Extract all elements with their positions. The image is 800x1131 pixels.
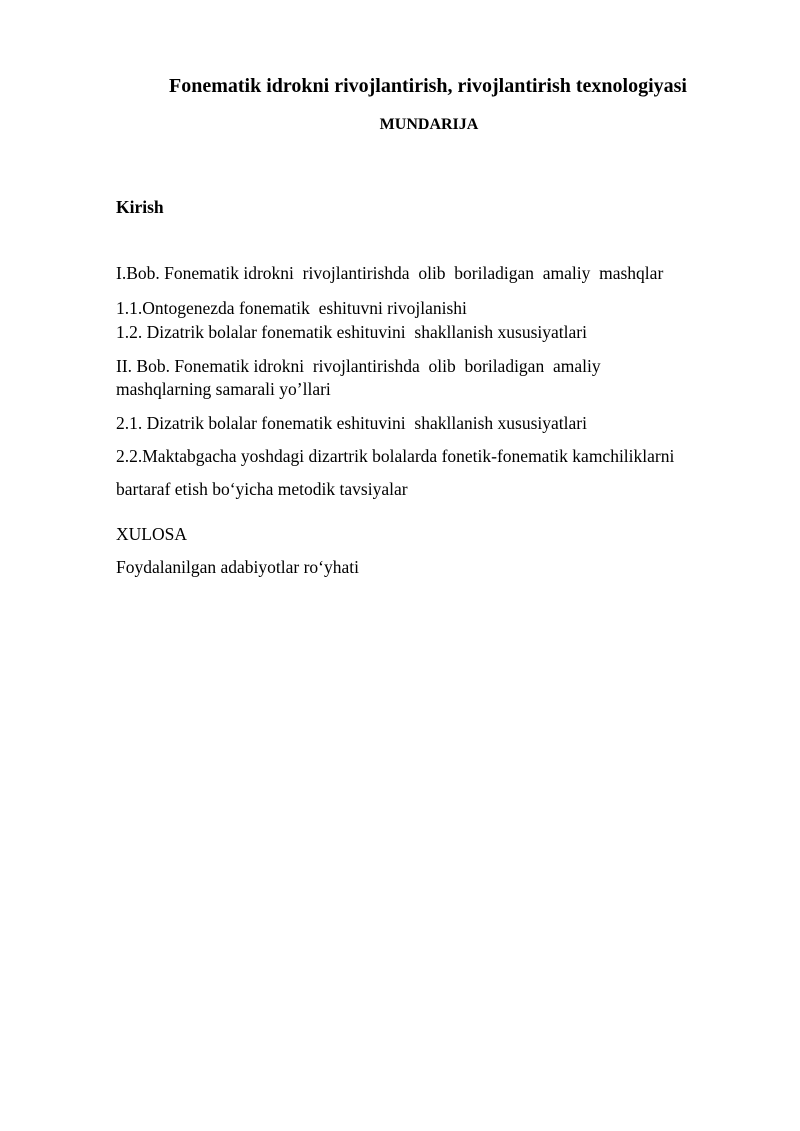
toc-item-2-2-line-1: 2.2.Maktabgacha yoshdagi dizartrik bolalarda fonetik-fonematik kamchiliklarni <box>116 446 675 466</box>
toc-item-1-2: 1.2. Dizatrik bolalar fonematik eshituvini shakllanish xususiyatlari <box>116 322 587 342</box>
toc-heading: MUNDARIJA <box>379 116 479 133</box>
toc-item-2-2-line-2: bartaraf etish bo‘yicha metodik tavsiyalar <box>116 479 408 499</box>
toc-chapter-1: I.Bob. Fonematik idrokni rivojlantirishda olib boriladigan amaliy mashqlar <box>116 263 664 283</box>
toc-chapter-2-line-2: mashqlarning samarali yo’llari <box>116 379 331 399</box>
toc-intro: Kirish <box>116 197 164 217</box>
toc-chapter-2-line-1: II. Bob. Fonematik idrokni rivojlantirishda olib boriladigan amaliy <box>116 356 601 376</box>
document-title: Fonematik idrokni rivojlantirish, rivojlantirish texnologiyasi <box>169 75 687 97</box>
toc-references: Foydalanilgan adabiyotlar ro‘yhati <box>116 557 359 577</box>
toc-item-2-1: 2.1. Dizatrik bolalar fonematik eshituvini shakllanish xususiyatlari <box>116 413 587 433</box>
toc-item-1-1: 1.1.Ontogenezda fonematik eshituvni rivojlanishi <box>116 298 467 318</box>
toc-conclusion: XULOSA <box>116 524 187 544</box>
